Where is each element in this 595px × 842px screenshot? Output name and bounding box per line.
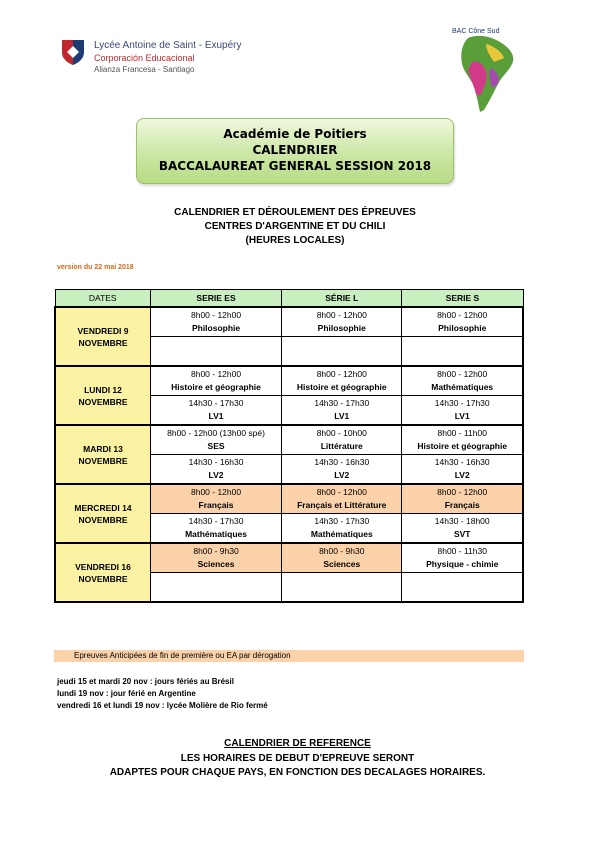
anticipated-exams-legend: [54, 650, 524, 662]
header-serie-s: SERIE S: [402, 290, 523, 308]
date-cell: [55, 366, 151, 425]
exam-time: 14h30 - 17h30: [314, 398, 370, 408]
exam-slot-serie-l: [282, 307, 402, 337]
header-serie-l: SÉRIE L: [282, 290, 402, 308]
exam-slot-serie-l: [282, 455, 402, 485]
title-academie: Académie de Poitiers: [223, 127, 367, 141]
exam-subject: Histoire et géographie: [171, 382, 261, 392]
subtitle-line2: CENTRES D'ARGENTINE ET DU CHILI: [204, 221, 386, 232]
south-america-map-icon: [450, 28, 520, 118]
exam-slot-serie-s: [402, 307, 523, 337]
header-serie-es: SERIE ES: [151, 290, 282, 308]
exam-subject: LV1: [454, 411, 470, 421]
exam-time: 14h30 - 16h30: [188, 457, 244, 467]
exam-slot-serie-s: [402, 455, 523, 485]
reference-title: CALENDRIER DE REFERENCE: [224, 738, 371, 749]
date-line: VENDREDI 16: [75, 561, 131, 572]
exam-time: 8h00 - 12h00: [190, 369, 242, 379]
exam-subject: Français et Littérature: [297, 500, 387, 510]
date-line: LUNDI 12: [84, 384, 122, 395]
exam-slot-serie-l: [282, 366, 402, 396]
date-line: VENDREDI 9: [77, 325, 129, 336]
exam-time: 14h30 - 17h30: [188, 516, 244, 526]
table-row: [55, 307, 523, 337]
exam-schedule-table: [54, 289, 524, 603]
exam-subject: LV2: [208, 470, 224, 480]
exam-slot-serie-es: [151, 366, 282, 396]
school-alliance: Alianza Francesa - Santiago: [94, 65, 195, 74]
exam-slot-serie-es: [151, 543, 282, 573]
exam-subject: SES: [207, 441, 225, 451]
exam-time: 8h00 - 11h00: [437, 428, 487, 438]
reference-text: [0, 752, 595, 780]
exam-time: 8h00 - 12h00 (13h00 spé): [167, 428, 265, 438]
exam-time: 14h30 - 17h30: [314, 516, 370, 526]
date-line: MARDI 13: [83, 443, 123, 454]
table-row: [55, 366, 523, 396]
exam-time: 8h00 - 12h00: [190, 310, 242, 320]
exam-slot-serie-es: [151, 425, 282, 455]
exam-slot-serie-l: [282, 514, 402, 544]
title-session: BACCALAUREAT GENERAL SESSION 2018: [158, 159, 432, 173]
exam-subject: Philosophie: [438, 323, 487, 333]
title-box: [136, 118, 454, 184]
exam-slot-serie-l: [282, 396, 402, 426]
note-item: jeudi 15 et mardi 20 nov : jours fériés au Brésil: [57, 677, 234, 686]
exam-slot-serie-es: [151, 484, 282, 514]
exam-subject: Français: [444, 500, 480, 510]
exam-time: 8h00 - 12h00: [190, 487, 242, 497]
table-body: [55, 307, 523, 602]
exam-slot-serie-l: [282, 543, 402, 573]
exam-subject: LV1: [334, 411, 350, 421]
exam-slot-serie-s: [402, 425, 523, 455]
exam-time: 8h00 - 12h00: [437, 369, 488, 379]
date-line: NOVEMBRE: [78, 396, 128, 407]
exam-subject: Mathématiques: [185, 529, 247, 539]
exam-slot-serie-l: [282, 573, 402, 603]
exam-slot-serie-l: [282, 425, 402, 455]
exam-slot-serie-s: [402, 543, 523, 573]
exam-time: 8h00 - 12h00: [316, 310, 367, 320]
exam-slot-serie-es: [151, 514, 282, 544]
exam-slot-serie-s: [402, 484, 523, 514]
date-cell: [55, 484, 151, 543]
exam-slot-serie-es: [151, 573, 282, 603]
map-title: BAC Cône Sud: [452, 28, 500, 35]
exam-subject: Philosophie: [191, 323, 241, 333]
exam-subject: Français: [198, 500, 234, 510]
exam-slot-serie-l: [282, 337, 402, 367]
exam-time: 14h30 - 17h30: [188, 398, 244, 408]
holiday-notes: [57, 676, 268, 712]
subtitle-line1: CALENDRIER ET DÉROULEMENT DES ÉPREUVES: [174, 207, 416, 218]
exam-slot-serie-s: [402, 396, 523, 426]
subtitle-block: [100, 206, 490, 248]
date-line: NOVEMBRE: [78, 337, 128, 348]
exam-subject: LV2: [454, 470, 470, 480]
exam-slot-serie-s: [402, 366, 523, 396]
exam-time: 14h30 - 16h30: [434, 457, 490, 467]
exam-time: 14h30 - 18h00: [434, 516, 490, 526]
exam-subject: Histoire et géographie: [296, 382, 387, 392]
subtitle-line3: (HEURES LOCALES): [245, 235, 345, 246]
exam-time: 8h00 - 9h30: [193, 546, 239, 556]
exam-subject: Histoire et géographie: [417, 441, 508, 451]
exam-time: 8h00 - 10h00: [316, 428, 367, 438]
exam-slot-serie-es: [151, 455, 282, 485]
note-item: lundi 19 nov : jour férié en Argentine: [57, 689, 196, 698]
date-line: NOVEMBRE: [78, 573, 128, 584]
date-cell: [55, 543, 151, 602]
exam-subject: LV1: [208, 411, 224, 421]
exam-time: 8h00 - 12h00: [437, 487, 488, 497]
exam-time: 14h30 - 16h30: [314, 457, 370, 467]
school-name-block: [94, 40, 242, 76]
exam-time: 8h00 - 12h00: [437, 310, 488, 320]
table-header-row: [55, 290, 523, 308]
exam-slot-serie-l: [282, 484, 402, 514]
version-label: version du 22 mai 2018: [57, 264, 134, 271]
exam-time: 8h00 - 12h00: [316, 369, 367, 379]
exam-subject: Sciences: [197, 559, 235, 569]
exam-subject: LV2: [334, 470, 350, 480]
date-line: NOVEMBRE: [78, 455, 128, 466]
table-row: [55, 543, 523, 573]
header-dates: DATES: [55, 290, 151, 308]
exam-subject: Physique - chimie: [426, 559, 499, 569]
exam-time: 14h30 - 17h30: [434, 398, 490, 408]
exam-subject: SVT: [453, 529, 471, 539]
date-cell: [55, 425, 151, 484]
table-row: [55, 484, 523, 514]
reference-line1: LES HORAIRES DE DEBUT D'EPREUVE SERONT: [180, 753, 415, 764]
exam-slot-serie-s: [402, 337, 523, 367]
exam-time: 8h00 - 9h30: [319, 546, 365, 556]
date-line: MERCREDI 14: [74, 502, 132, 513]
school-name: Lycée Antoine de Saint - Exupéry: [94, 40, 242, 51]
exam-time: 8h00 - 12h00: [316, 487, 367, 497]
school-shield-logo-icon: [60, 38, 86, 66]
reference-line2: ADAPTES POUR CHAQUE PAYS, EN FONCTION DES DECALAGES HORAIRES.: [109, 767, 486, 778]
exam-slot-serie-s: [402, 514, 523, 544]
exam-subject: Mathématiques: [310, 529, 373, 539]
exam-slot-serie-s: [402, 573, 523, 603]
exam-subject: Littérature: [320, 441, 363, 451]
school-corporation: Corporación Educacional: [94, 53, 195, 63]
exam-subject: Mathématiques: [431, 382, 494, 392]
title-calendrier: CALENDRIER: [252, 143, 338, 157]
note-item: vendredi 16 et lundi 19 nov : lycée Molière de Rio fermé: [57, 701, 268, 710]
exam-slot-serie-es: [151, 396, 282, 426]
exam-time: 8h00 - 11h30: [437, 546, 487, 556]
date-cell: [55, 307, 151, 366]
exam-subject: Philosophie: [317, 323, 366, 333]
date-line: NOVEMBRE: [78, 514, 128, 525]
exam-slot-serie-es: [151, 307, 282, 337]
legend-text: Epreuves Anticipées de fin de première ou EA par dérogation: [74, 651, 291, 660]
exam-subject: Sciences: [323, 559, 361, 569]
exam-slot-serie-es: [151, 337, 282, 367]
table-row: [55, 425, 523, 455]
